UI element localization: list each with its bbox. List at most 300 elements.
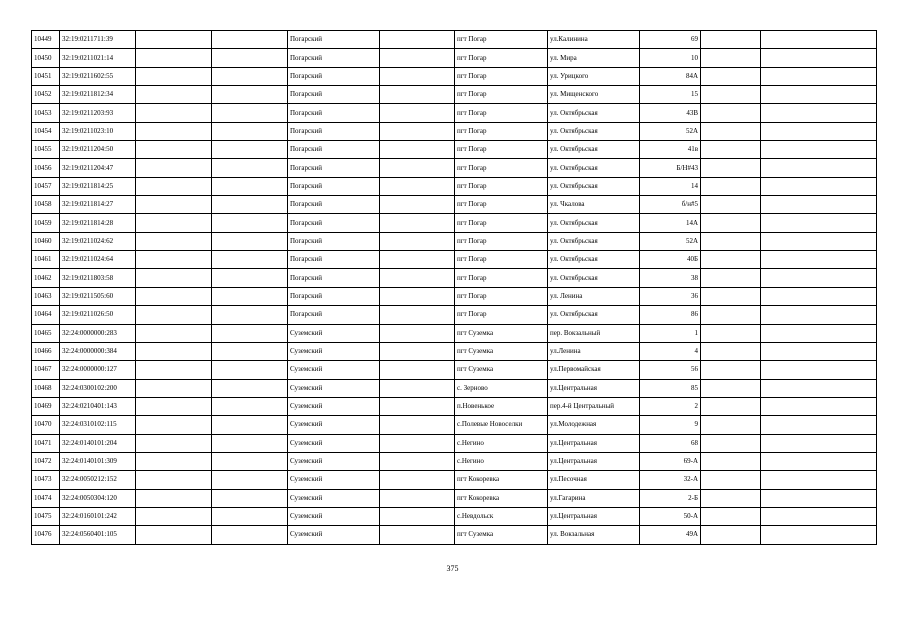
settlement-cell: пгт Суземка	[455, 342, 548, 360]
empty-cell-e	[761, 416, 877, 434]
row-number-cell: 10454	[32, 122, 60, 140]
empty-cell-c	[380, 177, 455, 195]
district-cell: Суземский	[288, 416, 380, 434]
empty-cell-c	[380, 397, 455, 415]
empty-cell-e	[761, 324, 877, 342]
house-number-cell: 69-А	[640, 452, 701, 470]
house-number-cell: 2-Б	[640, 489, 701, 507]
row-number-cell: 10461	[32, 251, 60, 269]
row-number-cell: 10455	[32, 141, 60, 159]
empty-cell-d	[701, 159, 761, 177]
district-cell: Суземский	[288, 507, 380, 525]
house-number-cell: 85	[640, 379, 701, 397]
row-number-cell: 10451	[32, 67, 60, 85]
empty-cell-c	[380, 86, 455, 104]
empty-cell-d	[701, 86, 761, 104]
empty-cell-c	[380, 342, 455, 360]
empty-cell-e	[761, 342, 877, 360]
empty-cell-c	[380, 269, 455, 287]
empty-cell-b	[212, 397, 288, 415]
empty-cell-d	[701, 452, 761, 470]
district-cell: Погарский	[288, 269, 380, 287]
empty-cell-d	[701, 49, 761, 67]
empty-cell-b	[212, 49, 288, 67]
empty-cell-e	[761, 379, 877, 397]
cadastral-number-cell: 32:24:0160101:242	[60, 507, 136, 525]
row-number-cell: 10468	[32, 379, 60, 397]
empty-cell-c	[380, 379, 455, 397]
row-number-cell: 10450	[32, 49, 60, 67]
street-cell: ул. Октябрьская	[548, 104, 640, 122]
settlement-cell: п.Новенькое	[455, 397, 548, 415]
house-number-cell: 50-А	[640, 507, 701, 525]
table-row	[32, 49, 877, 67]
cadastral-number-cell: 32:24:0210401:143	[60, 397, 136, 415]
empty-cell-b	[212, 159, 288, 177]
table-row	[32, 507, 877, 525]
district-cell: Погарский	[288, 214, 380, 232]
row-number-cell: 10475	[32, 507, 60, 525]
empty-cell-a	[136, 141, 212, 159]
street-cell: ул.Центральная	[548, 452, 640, 470]
empty-cell-b	[212, 214, 288, 232]
street-cell: пер.4-й Центральный	[548, 397, 640, 415]
table-row	[32, 379, 877, 397]
empty-cell-c	[380, 507, 455, 525]
cadastral-number-cell: 32:19:0211814:27	[60, 196, 136, 214]
row-number-cell: 10463	[32, 287, 60, 305]
row-number-cell: 10459	[32, 214, 60, 232]
empty-cell-c	[380, 471, 455, 489]
table-row	[32, 324, 877, 342]
house-number-cell: 9	[640, 416, 701, 434]
empty-cell-a	[136, 416, 212, 434]
table-row	[32, 67, 877, 85]
table-row	[32, 122, 877, 140]
empty-cell-b	[212, 471, 288, 489]
empty-cell-e	[761, 434, 877, 452]
empty-cell-a	[136, 287, 212, 305]
empty-cell-e	[761, 489, 877, 507]
empty-cell-c	[380, 489, 455, 507]
empty-cell-b	[212, 287, 288, 305]
house-number-cell: 15	[640, 86, 701, 104]
district-cell: Погарский	[288, 49, 380, 67]
street-cell: ул. Октябрьская	[548, 214, 640, 232]
settlement-cell: пгт Погар	[455, 306, 548, 324]
settlement-cell: пгт Погар	[455, 159, 548, 177]
settlement-cell: пгт Погар	[455, 251, 548, 269]
empty-cell-a	[136, 196, 212, 214]
house-number-cell: 36	[640, 287, 701, 305]
empty-cell-e	[761, 104, 877, 122]
district-cell: Погарский	[288, 306, 380, 324]
empty-cell-b	[212, 177, 288, 195]
street-cell: ул. Мищенского	[548, 86, 640, 104]
empty-cell-c	[380, 159, 455, 177]
row-number-cell: 10476	[32, 526, 60, 544]
settlement-cell: пгт Погар	[455, 49, 548, 67]
empty-cell-b	[212, 489, 288, 507]
cadastral-number-cell: 32:19:0211814:28	[60, 214, 136, 232]
street-cell: ул. Урицкого	[548, 67, 640, 85]
empty-cell-d	[701, 141, 761, 159]
cadastral-number-cell: 32:19:0211803:58	[60, 269, 136, 287]
empty-cell-b	[212, 452, 288, 470]
row-number-cell: 10452	[32, 86, 60, 104]
empty-cell-d	[701, 361, 761, 379]
empty-cell-e	[761, 232, 877, 250]
empty-cell-b	[212, 67, 288, 85]
table-row	[32, 86, 877, 104]
row-number-cell: 10473	[32, 471, 60, 489]
table-row	[32, 471, 877, 489]
empty-cell-d	[701, 251, 761, 269]
row-number-cell: 10457	[32, 177, 60, 195]
empty-cell-d	[701, 434, 761, 452]
empty-cell-a	[136, 397, 212, 415]
empty-cell-a	[136, 104, 212, 122]
street-cell: ул.Первомайская	[548, 361, 640, 379]
empty-cell-b	[212, 434, 288, 452]
street-cell: ул. Вокзальная	[548, 526, 640, 544]
table-row	[32, 526, 877, 544]
street-cell: ул. Октябрьская	[548, 141, 640, 159]
empty-cell-c	[380, 49, 455, 67]
empty-cell-c	[380, 434, 455, 452]
row-number-cell: 10458	[32, 196, 60, 214]
district-cell: Суземский	[288, 397, 380, 415]
house-number-cell: Б/Н#43	[640, 159, 701, 177]
empty-cell-e	[761, 159, 877, 177]
cadastral-number-cell: 32:19:0211023:10	[60, 122, 136, 140]
empty-cell-b	[212, 122, 288, 140]
empty-cell-c	[380, 526, 455, 544]
empty-cell-e	[761, 287, 877, 305]
row-number-cell: 10466	[32, 342, 60, 360]
empty-cell-a	[136, 306, 212, 324]
settlement-cell: с.Полевые Новоселки	[455, 416, 548, 434]
empty-cell-d	[701, 342, 761, 360]
cadastral-number-cell: 32:24:0560401:105	[60, 526, 136, 544]
table-row	[32, 232, 877, 250]
row-number-cell: 10460	[32, 232, 60, 250]
cadastral-number-cell: 32:19:0211203:93	[60, 104, 136, 122]
empty-cell-b	[212, 324, 288, 342]
empty-cell-d	[701, 269, 761, 287]
house-number-cell: 4	[640, 342, 701, 360]
table-row	[32, 141, 877, 159]
table-row	[32, 342, 877, 360]
settlement-cell: пгт Погар	[455, 86, 548, 104]
empty-cell-a	[136, 159, 212, 177]
empty-cell-b	[212, 361, 288, 379]
empty-cell-e	[761, 214, 877, 232]
empty-cell-e	[761, 251, 877, 269]
table-row	[32, 452, 877, 470]
empty-cell-e	[761, 526, 877, 544]
table-row	[32, 177, 877, 195]
settlement-cell: пгт Кокоревка	[455, 471, 548, 489]
settlement-cell: пгт Погар	[455, 177, 548, 195]
settlement-cell: с.Невдольск	[455, 507, 548, 525]
district-cell: Погарский	[288, 104, 380, 122]
settlement-cell: с.Негино	[455, 434, 548, 452]
district-cell: Погарский	[288, 159, 380, 177]
house-number-cell: 56	[640, 361, 701, 379]
empty-cell-b	[212, 86, 288, 104]
empty-cell-a	[136, 122, 212, 140]
row-number-cell: 10464	[32, 306, 60, 324]
empty-cell-a	[136, 214, 212, 232]
empty-cell-c	[380, 416, 455, 434]
empty-cell-c	[380, 122, 455, 140]
empty-cell-d	[701, 507, 761, 525]
cadastral-number-cell: 32:24:0050212:152	[60, 471, 136, 489]
empty-cell-e	[761, 86, 877, 104]
house-number-cell: 38	[640, 269, 701, 287]
house-number-cell: 14	[640, 177, 701, 195]
settlement-cell: пгт Погар	[455, 214, 548, 232]
cadastral-number-cell: 32:19:0211204:50	[60, 141, 136, 159]
house-number-cell: 32-А	[640, 471, 701, 489]
empty-cell-d	[701, 287, 761, 305]
house-number-cell: 1	[640, 324, 701, 342]
empty-cell-c	[380, 232, 455, 250]
district-cell: Суземский	[288, 434, 380, 452]
street-cell: ул.Гагарина	[548, 489, 640, 507]
empty-cell-a	[136, 434, 212, 452]
empty-cell-b	[212, 251, 288, 269]
cadastral-number-cell: 32:19:0211026:50	[60, 306, 136, 324]
settlement-cell: пгт Погар	[455, 269, 548, 287]
house-number-cell: 14А	[640, 214, 701, 232]
table-row	[32, 196, 877, 214]
empty-cell-d	[701, 232, 761, 250]
empty-cell-c	[380, 306, 455, 324]
house-number-cell: 69	[640, 31, 701, 49]
cadastral-number-cell: 32:24:0140101:204	[60, 434, 136, 452]
district-cell: Погарский	[288, 196, 380, 214]
empty-cell-b	[212, 416, 288, 434]
records-table	[31, 30, 877, 545]
cadastral-number-cell: 32:24:0000000:283	[60, 324, 136, 342]
house-number-cell: 10	[640, 49, 701, 67]
empty-cell-e	[761, 31, 877, 49]
row-number-cell: 10462	[32, 269, 60, 287]
empty-cell-c	[380, 196, 455, 214]
empty-cell-e	[761, 452, 877, 470]
house-number-cell: 2	[640, 397, 701, 415]
table-row	[32, 306, 877, 324]
empty-cell-a	[136, 452, 212, 470]
settlement-cell: пгт Суземка	[455, 361, 548, 379]
empty-cell-c	[380, 324, 455, 342]
street-cell: ул.Центральная	[548, 379, 640, 397]
empty-cell-e	[761, 49, 877, 67]
empty-cell-a	[136, 251, 212, 269]
row-number-cell: 10474	[32, 489, 60, 507]
empty-cell-d	[701, 67, 761, 85]
empty-cell-d	[701, 379, 761, 397]
street-cell: ул. Октябрьская	[548, 306, 640, 324]
cadastral-number-cell: 32:19:0211711:39	[60, 31, 136, 49]
street-cell: ул.Калинина	[548, 31, 640, 49]
settlement-cell: с. Зерново	[455, 379, 548, 397]
table-row	[32, 434, 877, 452]
empty-cell-c	[380, 31, 455, 49]
house-number-cell: 86	[640, 306, 701, 324]
empty-cell-e	[761, 269, 877, 287]
empty-cell-a	[136, 489, 212, 507]
district-cell: Суземский	[288, 379, 380, 397]
district-cell: Суземский	[288, 324, 380, 342]
empty-cell-c	[380, 141, 455, 159]
district-cell: Суземский	[288, 361, 380, 379]
settlement-cell: пгт Погар	[455, 141, 548, 159]
empty-cell-b	[212, 196, 288, 214]
empty-cell-d	[701, 489, 761, 507]
empty-cell-e	[761, 471, 877, 489]
settlement-cell: пгт Погар	[455, 122, 548, 140]
table-row	[32, 251, 877, 269]
table-row	[32, 104, 877, 122]
district-cell: Погарский	[288, 141, 380, 159]
house-number-cell: 68	[640, 434, 701, 452]
empty-cell-c	[380, 251, 455, 269]
district-cell: Суземский	[288, 526, 380, 544]
table-row	[32, 287, 877, 305]
empty-cell-a	[136, 507, 212, 525]
street-cell: ул. Октябрьская	[548, 269, 640, 287]
empty-cell-e	[761, 141, 877, 159]
empty-cell-a	[136, 177, 212, 195]
house-number-cell: 43В	[640, 104, 701, 122]
district-cell: Погарский	[288, 31, 380, 49]
cadastral-number-cell: 32:19:0211204:47	[60, 159, 136, 177]
empty-cell-a	[136, 49, 212, 67]
district-cell: Суземский	[288, 489, 380, 507]
empty-cell-e	[761, 306, 877, 324]
empty-cell-e	[761, 196, 877, 214]
empty-cell-a	[136, 361, 212, 379]
cadastral-number-cell: 32:19:0211021:14	[60, 49, 136, 67]
settlement-cell: пгт Кокоревка	[455, 489, 548, 507]
street-cell: ул. Октябрьская	[548, 232, 640, 250]
empty-cell-a	[136, 269, 212, 287]
row-number-cell: 10467	[32, 361, 60, 379]
street-cell: ул. Октябрьская	[548, 159, 640, 177]
street-cell: ул. Ленина	[548, 287, 640, 305]
cadastral-number-cell: 32:19:0211812:34	[60, 86, 136, 104]
settlement-cell: пгт Погар	[455, 104, 548, 122]
house-number-cell: 84А	[640, 67, 701, 85]
empty-cell-b	[212, 269, 288, 287]
empty-cell-a	[136, 31, 212, 49]
empty-cell-d	[701, 526, 761, 544]
row-number-cell: 10471	[32, 434, 60, 452]
empty-cell-e	[761, 122, 877, 140]
empty-cell-b	[212, 342, 288, 360]
page-number: 375	[446, 564, 459, 573]
empty-cell-c	[380, 452, 455, 470]
house-number-cell: 49А	[640, 526, 701, 544]
empty-cell-c	[380, 214, 455, 232]
settlement-cell: пгт Суземка	[455, 526, 548, 544]
district-cell: Погарский	[288, 287, 380, 305]
empty-cell-b	[212, 141, 288, 159]
settlement-cell: пгт Погар	[455, 232, 548, 250]
empty-cell-c	[380, 361, 455, 379]
settlement-cell: пгт Погар	[455, 31, 548, 49]
cadastral-number-cell: 32:19:0211602:55	[60, 67, 136, 85]
row-number-cell: 10472	[32, 452, 60, 470]
empty-cell-a	[136, 86, 212, 104]
empty-cell-a	[136, 324, 212, 342]
street-cell: ул.Песочная	[548, 471, 640, 489]
house-number-cell: б/н#5	[640, 196, 701, 214]
empty-cell-d	[701, 214, 761, 232]
cadastral-number-cell: 32:19:0211814:25	[60, 177, 136, 195]
house-number-cell: 52А	[640, 232, 701, 250]
empty-cell-a	[136, 526, 212, 544]
empty-cell-b	[212, 526, 288, 544]
street-cell: ул.Ленина	[548, 342, 640, 360]
settlement-cell: с.Негино	[455, 452, 548, 470]
settlement-cell: пгт Погар	[455, 196, 548, 214]
empty-cell-d	[701, 177, 761, 195]
settlement-cell: пгт Погар	[455, 287, 548, 305]
cadastral-number-cell: 32:24:0000000:127	[60, 361, 136, 379]
empty-cell-e	[761, 361, 877, 379]
house-number-cell: 41в	[640, 141, 701, 159]
district-cell: Погарский	[288, 177, 380, 195]
settlement-cell: пгт Погар	[455, 67, 548, 85]
row-number-cell: 10470	[32, 416, 60, 434]
district-cell: Погарский	[288, 67, 380, 85]
street-cell: ул. Октябрьская	[548, 177, 640, 195]
empty-cell-e	[761, 177, 877, 195]
table-row	[32, 269, 877, 287]
empty-cell-a	[136, 471, 212, 489]
empty-cell-d	[701, 31, 761, 49]
cadastral-number-cell: 32:24:0310102:115	[60, 416, 136, 434]
table-row	[32, 416, 877, 434]
empty-cell-d	[701, 196, 761, 214]
empty-cell-b	[212, 232, 288, 250]
empty-cell-b	[212, 104, 288, 122]
empty-cell-d	[701, 122, 761, 140]
street-cell: ул. Октябрьская	[548, 251, 640, 269]
table-row	[32, 489, 877, 507]
district-cell: Погарский	[288, 86, 380, 104]
empty-cell-b	[212, 31, 288, 49]
empty-cell-b	[212, 507, 288, 525]
empty-cell-c	[380, 287, 455, 305]
cadastral-number-cell: 32:24:0300102:200	[60, 379, 136, 397]
street-cell: ул. Октябрьская	[548, 122, 640, 140]
empty-cell-b	[212, 379, 288, 397]
table-row	[32, 397, 877, 415]
empty-cell-c	[380, 104, 455, 122]
house-number-cell: 40Б	[640, 251, 701, 269]
cadastral-number-cell: 32:19:0211024:64	[60, 251, 136, 269]
empty-cell-e	[761, 67, 877, 85]
settlement-cell: пгт Суземка	[455, 324, 548, 342]
street-cell: пер. Вокзальный	[548, 324, 640, 342]
row-number-cell: 10465	[32, 324, 60, 342]
empty-cell-a	[136, 342, 212, 360]
